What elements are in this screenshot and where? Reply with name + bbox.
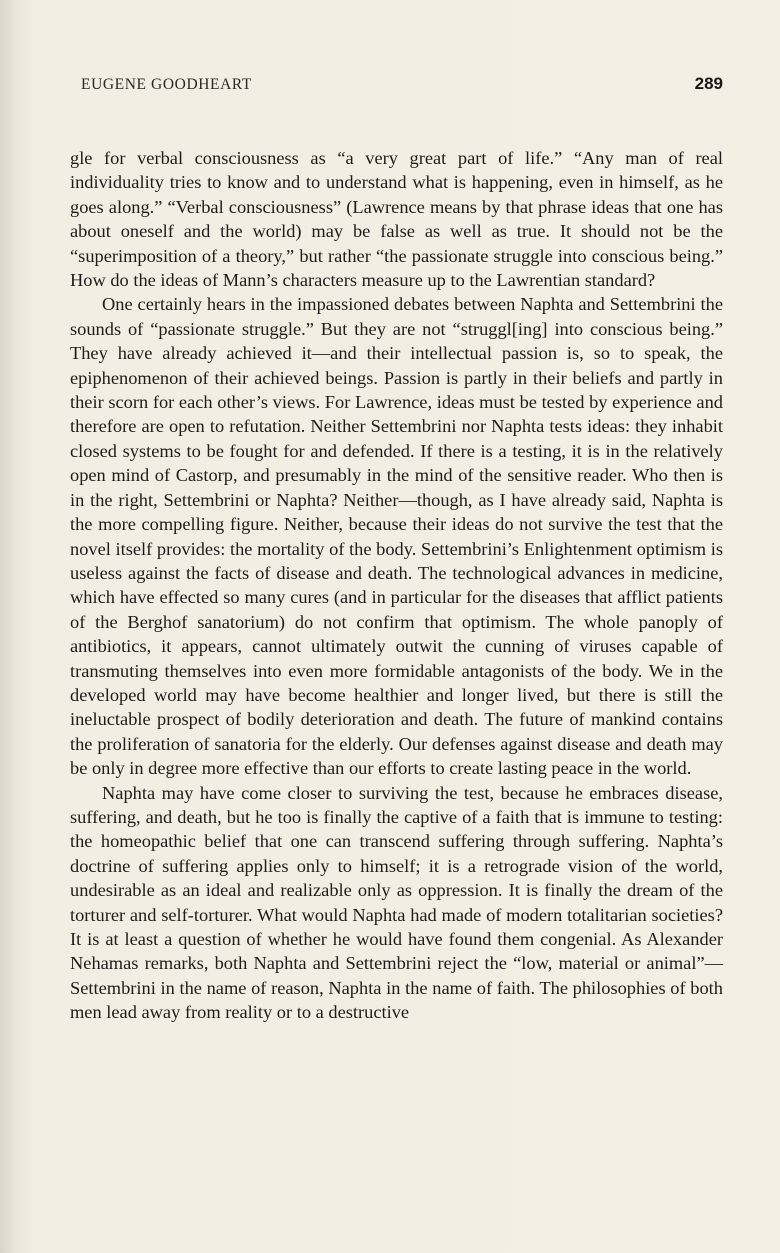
body-text [70, 146, 723, 1025]
paragraph: Naphta may have come closer to surviving the test, because he embraces disease, suffering, and death, but he too is finally the captive of a faith that is immune to testing: the homeopathic belief that one can transcend suffering through suffering. Naphta’s doctrine of suffering applies only to himself; it is a retrograde vision of the world, undesirable as an ideal and realizable only as oppression. It is finally the dream of the torturer and self-torturer. What would Naphta had made of modern totalitarian societies? It is at least a question of whether he would have found them congenial. As Alexander Nehamas remarks, both Naphta and Settembrini reject the “low, material or animal”—Settembrini in the name of reason, Naphta in the name of faith. The philosophies of both men lead away from reality or to a destructive [70, 782, 723, 1023]
paragraph: One certainly hears in the impassioned debates between Naphta and Settembrini the sounds of “passionate struggle.” But they are not “struggl[ing] into conscious being.” They have already achieved it—and their intellectual passion is, so to speak, the epiphenomenon of their achieved beings. Passion is partly in their beliefs and partly in their scorn for each other’s views. For Lawrence, ideas must be tested by experience and therefore are open to refutation. Neither Settembrini nor Naphta tests ideas: they inhabit closed systems to be fought for and defended. If there is a testing, it is in the relatively open mind of Castorp, and presumably in the mind of the sensitive reader. Who then is in the right, Settembrini or Naphta? Neither—though, as I have already said, Naphta is the more compelling figure. Neither, because their ideas do not survive the test that the novel itself provides: the mortality of the body. Settembrini’s Enlightenment optimism is useless against the facts of disease and death. The technological advances in medicine, which have effected so many cures (and in particular for the diseases that afflict patients of the Berghof sanatorium) do not confirm that optimism. The whole panoply of antibiotics, it appears, cannot ultimately outwit the cunning of viruses capable of transmuting themselves into even more formidable antagonists of the body. We in the developed world may have become healthier and longer lived, but there is still the ineluctable prospect of bodily deterioration and death. The future of mankind contains the proliferation of sanatoria for the elderly. Our defenses against disease and death may be only in degree more effective than our efforts to create lasting peace in the world. [70, 294, 723, 779]
page-number: 289 [694, 74, 723, 93]
running-head [81, 76, 723, 98]
running-head-author: EUGENE GOODHEART [81, 76, 252, 93]
paragraph: gle for verbal consciousness as “a very great part of life.” “Any man of real individuality tries to know and to understand what is happening, even in himself, as he goes along.” “Verbal consciousness” (Lawrence means by that phrase ideas that one has about oneself and the world) may be false as well as true. It should not be the “superimposition of a theory,” but rather “the passionate struggle into conscious being.” How do the ideas of Mann’s characters measure up to the Lawrentian standard? [70, 148, 723, 291]
